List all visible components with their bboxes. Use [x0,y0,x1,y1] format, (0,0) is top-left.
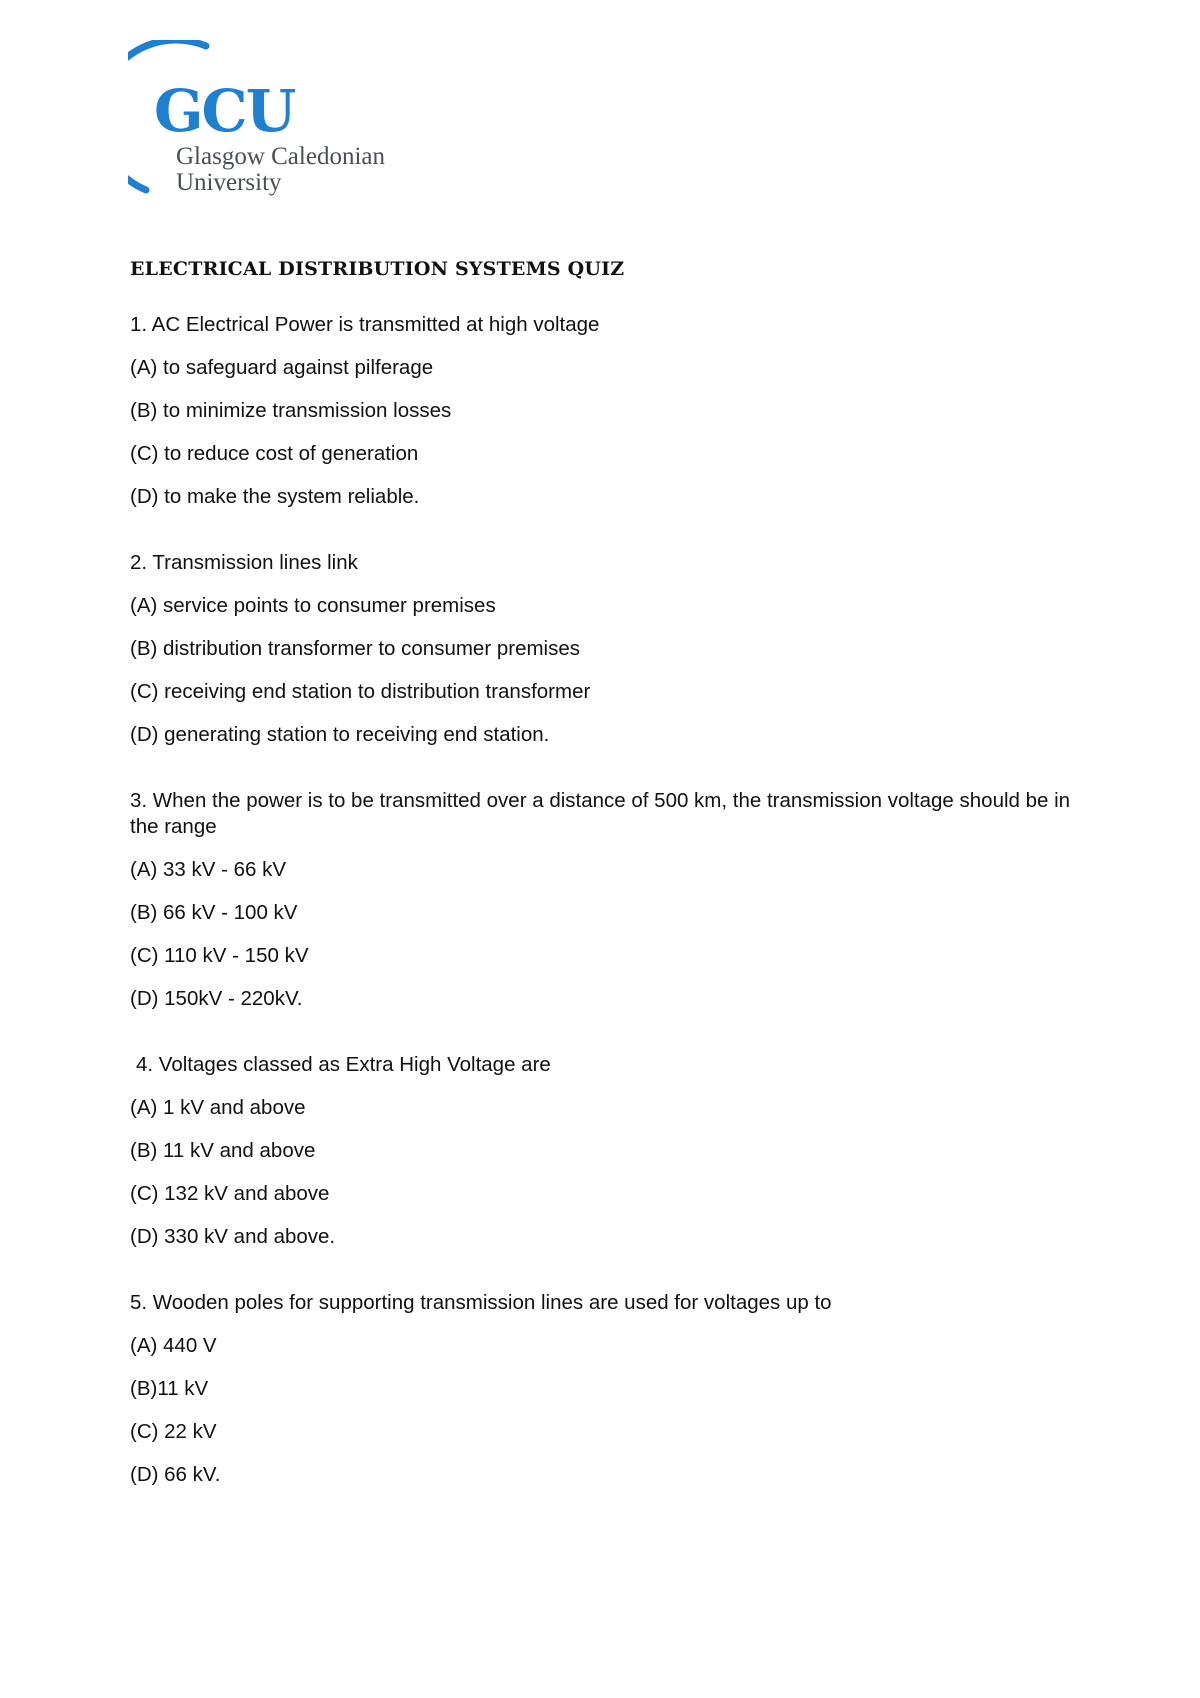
option-b: (B) 66 kV - 100 kV [130,901,298,924]
option-d: (D) 150kV - 220kV. [130,987,303,1010]
question-4 [130,1052,1090,1250]
question-text: 1. AC Electrical Power is transmitted at high voltage [130,313,600,336]
question-3 [130,788,1090,1012]
option-d: (D) 66 kV. [130,1463,221,1486]
option-b: (B) 11 kV and above [130,1139,316,1162]
option-d: (D) generating station to receiving end station. [130,723,550,746]
question-text: 4. Voltages classed as Extra High Voltage are [136,1053,551,1076]
option-c: (C) to reduce cost of generation [130,442,419,465]
question-text: 3. When the power is to be transmitted over a distance of 500 km, the transmission voltage should be in the range [130,789,1071,838]
quiz-title: ELECTRICAL DISTRIBUTION SYSTEMS QUIZ [130,258,625,280]
option-c: (C) 132 kV and above [130,1182,330,1205]
option-b: (B) distribution transformer to consumer premises [130,637,581,660]
option-a: (A) service points to consumer premises [130,594,496,617]
option-a: (A) 1 kV and above [130,1096,306,1119]
logo-abbreviation: GCU [154,77,295,145]
question-text: 5. Wooden poles for supporting transmission lines are used for voltages up to [130,1291,832,1314]
option-a: (A) 33 kV - 66 kV [130,858,287,881]
option-b: (B)11 kV [130,1377,209,1400]
question-text: 2. Transmission lines link [130,551,358,574]
option-c: (C) 110 kV - 150 kV [130,944,309,967]
logo-university-name-line1: Glasgow Caledonian [176,143,385,170]
option-a: (A) to safeguard against pilferage [130,356,434,379]
option-c: (C) 22 kV [130,1420,217,1443]
question-5 [130,1290,1090,1488]
gcu-logo [128,40,408,200]
question-1 [130,312,1090,510]
question-2 [130,550,1090,748]
option-d: (D) to make the system reliable. [130,485,420,508]
option-b: (B) to minimize transmission losses [130,399,452,422]
option-a: (A) 440 V [130,1334,217,1357]
question-list [130,312,1090,1528]
option-d: (D) 330 kV and above. [130,1225,336,1248]
logo-university-name-line2: University [176,169,282,196]
option-c: (C) receiving end station to distribution transformer [130,680,591,703]
